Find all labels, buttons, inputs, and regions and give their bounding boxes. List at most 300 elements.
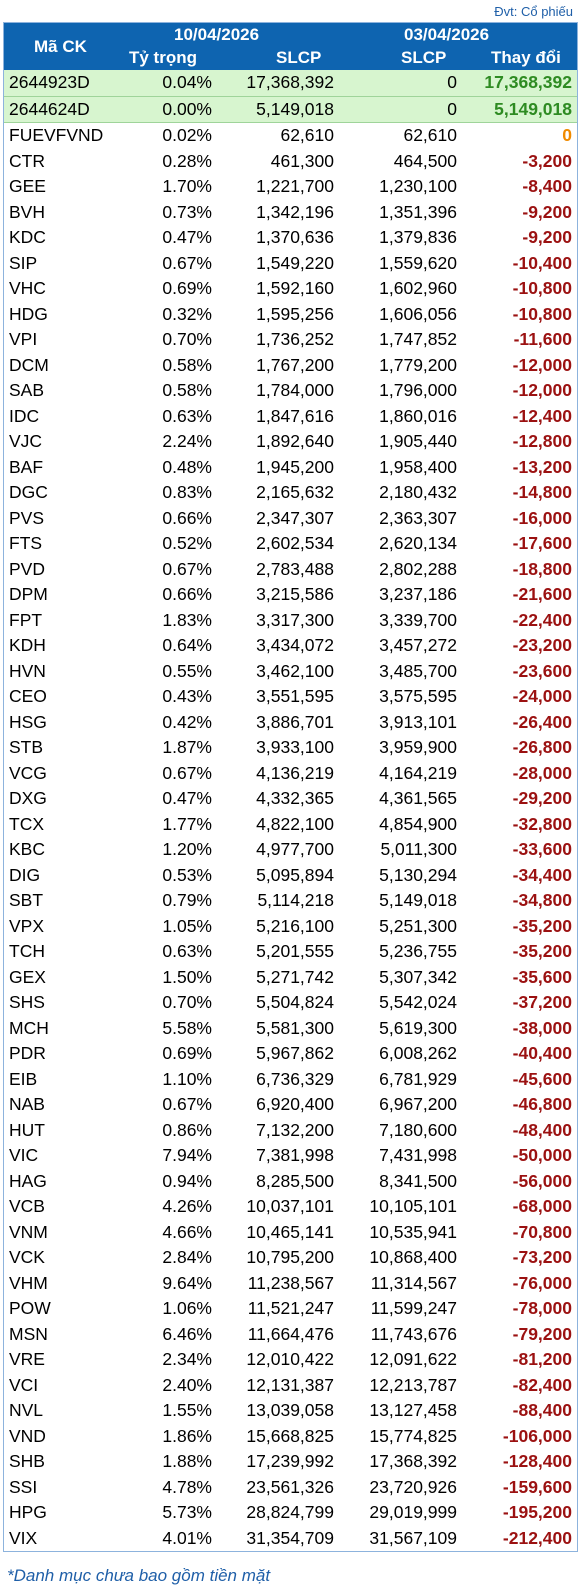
cell-ma-ck: VJC bbox=[9, 431, 43, 452]
table-row bbox=[4, 302, 577, 328]
cell-slcp-current: 10,795,200 bbox=[246, 1247, 334, 1268]
cell-ty-trong: 0.67% bbox=[162, 1094, 212, 1115]
cell-slcp-previous: 11,599,247 bbox=[370, 1298, 457, 1319]
cell-thay-doi: -159,600 bbox=[502, 1476, 572, 1497]
cell-ty-trong: 0.58% bbox=[162, 354, 212, 375]
cell-slcp-current: 5,201,555 bbox=[256, 941, 334, 962]
cell-thay-doi: -12,000 bbox=[512, 354, 572, 375]
cell-ma-ck: VND bbox=[9, 1425, 46, 1446]
cell-slcp-current: 10,465,141 bbox=[246, 1221, 334, 1242]
cell-slcp-current: 15,668,825 bbox=[246, 1425, 334, 1446]
cell-ty-trong: 5.58% bbox=[162, 1017, 212, 1038]
cell-ty-trong: 0.86% bbox=[162, 1119, 212, 1140]
cell-slcp-previous: 3,575,595 bbox=[379, 686, 457, 707]
header-thay-doi: Thay đổi bbox=[491, 48, 561, 67]
cell-ma-ck: HSG bbox=[9, 711, 47, 732]
table-row bbox=[4, 200, 577, 226]
cell-ty-trong: 0.73% bbox=[162, 201, 212, 222]
cell-ma-ck: GEE bbox=[9, 176, 46, 197]
cell-slcp-previous: 5,251,300 bbox=[379, 915, 457, 936]
cell-slcp-previous: 1,379,836 bbox=[379, 227, 457, 248]
cell-ty-trong: 1.05% bbox=[162, 915, 212, 936]
cell-thay-doi: -13,200 bbox=[512, 456, 572, 477]
cell-slcp-current: 28,824,799 bbox=[246, 1502, 334, 1523]
cell-slcp-current: 12,131,387 bbox=[246, 1374, 334, 1395]
cell-ma-ck: KDC bbox=[9, 227, 46, 248]
cell-ty-trong: 0.67% bbox=[162, 558, 212, 579]
cell-thay-doi: -9,200 bbox=[522, 201, 572, 222]
cell-ma-ck: VPI bbox=[9, 329, 38, 350]
cell-ty-trong: 1.06% bbox=[162, 1298, 212, 1319]
cell-ma-ck: IDC bbox=[9, 405, 40, 426]
cell-ty-trong: 0.47% bbox=[162, 227, 212, 248]
cell-ty-trong: 7.94% bbox=[162, 1145, 212, 1166]
cell-thay-doi: -212,400 bbox=[502, 1527, 572, 1548]
table-row bbox=[4, 1271, 577, 1297]
cell-ma-ck: SIP bbox=[9, 252, 38, 273]
table-row bbox=[4, 990, 577, 1016]
cell-thay-doi: -106,000 bbox=[502, 1425, 572, 1446]
table-row bbox=[4, 1118, 577, 1144]
cell-ma-ck: VCI bbox=[9, 1374, 39, 1395]
cell-slcp-previous: 6,781,929 bbox=[379, 1068, 457, 1089]
cell-thay-doi: -10,800 bbox=[512, 303, 572, 324]
table-row bbox=[4, 837, 577, 863]
cell-ma-ck: FPT bbox=[9, 609, 43, 630]
cell-ma-ck: PDR bbox=[9, 1043, 46, 1064]
cell-slcp-current: 7,132,200 bbox=[256, 1119, 334, 1140]
table-row bbox=[4, 863, 577, 889]
cell-ty-trong: 9.64% bbox=[162, 1272, 212, 1293]
cell-slcp-current: 6,736,329 bbox=[256, 1068, 334, 1089]
cell-ma-ck: MCH bbox=[9, 1017, 49, 1038]
header-slcp-current: SLCP bbox=[276, 48, 322, 67]
cell-slcp-previous: 4,854,900 bbox=[379, 813, 457, 834]
table-row bbox=[4, 276, 577, 302]
table-row bbox=[4, 1373, 577, 1399]
cell-slcp-current: 10,037,101 bbox=[246, 1196, 334, 1217]
cell-slcp-previous: 1,230,100 bbox=[379, 176, 457, 197]
cell-ty-trong: 0.70% bbox=[162, 992, 212, 1013]
cell-slcp-current: 5,504,824 bbox=[256, 992, 334, 1013]
cell-ty-trong: 1.10% bbox=[162, 1068, 212, 1089]
cell-thay-doi: -12,000 bbox=[512, 380, 572, 401]
cell-ma-ck: VCG bbox=[9, 762, 47, 783]
cell-slcp-previous: 1,747,852 bbox=[379, 329, 457, 350]
cell-slcp-current: 2,783,488 bbox=[256, 558, 334, 579]
header-ma-ck: Mã CK bbox=[34, 37, 87, 56]
cell-slcp-previous: 11,314,567 bbox=[370, 1272, 457, 1293]
cell-ma-ck: VNM bbox=[9, 1221, 48, 1242]
cell-ma-ck: STB bbox=[9, 737, 44, 758]
cell-ty-trong: 0.32% bbox=[162, 303, 212, 324]
table-row bbox=[4, 608, 577, 634]
cell-ty-trong: 1.50% bbox=[162, 966, 212, 987]
cell-ma-ck: EIB bbox=[9, 1068, 38, 1089]
cell-ty-trong: 2.34% bbox=[162, 1349, 212, 1370]
table-row bbox=[4, 1398, 577, 1424]
table-row bbox=[4, 684, 577, 710]
table-row bbox=[4, 735, 577, 761]
cell-thay-doi: -35,200 bbox=[512, 941, 572, 962]
cell-ma-ck: TCH bbox=[9, 941, 45, 962]
table-row bbox=[4, 1245, 577, 1271]
cell-slcp-current: 5,149,018 bbox=[256, 98, 334, 119]
cell-ma-ck: PVS bbox=[9, 507, 45, 528]
table-row bbox=[4, 1194, 577, 1220]
cell-ma-ck: HPG bbox=[9, 1502, 47, 1523]
cell-slcp-previous: 3,959,900 bbox=[379, 737, 457, 758]
cell-slcp-previous: 11,743,676 bbox=[370, 1323, 457, 1344]
cell-thay-doi: -10,800 bbox=[512, 278, 572, 299]
table-row bbox=[4, 97, 577, 124]
cell-slcp-previous: 1,796,000 bbox=[379, 380, 457, 401]
cell-slcp-previous: 13,127,458 bbox=[369, 1400, 457, 1421]
cell-thay-doi: -82,400 bbox=[512, 1374, 572, 1395]
cell-ma-ck: TCX bbox=[9, 813, 44, 834]
cell-slcp-current: 4,977,700 bbox=[256, 839, 334, 860]
cell-slcp-current: 1,892,640 bbox=[256, 431, 334, 452]
table-row bbox=[4, 633, 577, 659]
cell-ty-trong: 0.04% bbox=[162, 72, 212, 93]
cell-thay-doi: -26,400 bbox=[512, 711, 572, 732]
cell-ma-ck: SBT bbox=[9, 890, 44, 911]
table-row bbox=[4, 761, 577, 787]
table-row bbox=[4, 1449, 577, 1475]
cell-slcp-previous: 7,431,998 bbox=[379, 1145, 457, 1166]
cell-slcp-current: 62,610 bbox=[280, 125, 334, 146]
table-row bbox=[4, 429, 577, 455]
cell-thay-doi: -22,400 bbox=[512, 609, 572, 630]
cell-ty-trong: 1.87% bbox=[162, 737, 212, 758]
cell-slcp-current: 11,521,247 bbox=[247, 1298, 334, 1319]
cell-slcp-previous: 5,307,342 bbox=[379, 966, 457, 987]
cell-thay-doi: -195,200 bbox=[502, 1502, 572, 1523]
cell-slcp-previous: 6,967,200 bbox=[379, 1094, 457, 1115]
cell-ma-ck: NAB bbox=[9, 1094, 45, 1115]
table-row bbox=[4, 1092, 577, 1118]
unit-label: Đvt: Cổ phiếu bbox=[494, 4, 573, 19]
cell-ty-trong: 0.66% bbox=[162, 507, 212, 528]
cell-slcp-current: 5,271,742 bbox=[256, 966, 334, 987]
cell-slcp-current: 5,114,218 bbox=[257, 890, 334, 911]
table-row bbox=[4, 659, 577, 685]
header-date-previous: 03/04/2026 bbox=[404, 25, 490, 44]
cell-slcp-current: 1,370,636 bbox=[256, 227, 334, 248]
table-row bbox=[4, 1220, 577, 1246]
table-row bbox=[4, 914, 577, 940]
cell-ma-ck: VIX bbox=[9, 1527, 38, 1548]
cell-ma-ck: KBC bbox=[9, 839, 45, 860]
cell-slcp-previous: 1,905,440 bbox=[379, 431, 457, 452]
cell-ty-trong: 0.00% bbox=[162, 98, 212, 119]
cell-ty-trong: 0.43% bbox=[162, 686, 212, 707]
table-row bbox=[4, 1500, 577, 1526]
cell-slcp-previous: 3,913,101 bbox=[379, 711, 457, 732]
cell-slcp-current: 1,736,252 bbox=[256, 329, 334, 350]
table-row bbox=[4, 557, 577, 583]
cell-ty-trong: 4.01% bbox=[162, 1527, 212, 1548]
cell-ty-trong: 1.70% bbox=[162, 176, 212, 197]
cell-ty-trong: 2.24% bbox=[162, 431, 212, 452]
table-row bbox=[4, 251, 577, 277]
table-row bbox=[4, 1526, 577, 1552]
cell-thay-doi: -79,200 bbox=[512, 1323, 572, 1344]
cell-thay-doi: -70,800 bbox=[512, 1221, 572, 1242]
table-row bbox=[4, 1475, 577, 1501]
cell-ma-ck: DXG bbox=[9, 788, 47, 809]
cell-ma-ck: DPM bbox=[9, 584, 48, 605]
cell-ma-ck: DGC bbox=[9, 482, 48, 503]
cell-ma-ck: VHM bbox=[9, 1272, 48, 1293]
cell-thay-doi: -40,400 bbox=[512, 1043, 572, 1064]
cell-thay-doi: -128,400 bbox=[502, 1451, 572, 1472]
cell-slcp-previous: 3,237,186 bbox=[379, 584, 457, 605]
cell-slcp-previous: 2,180,432 bbox=[379, 482, 457, 503]
cell-ma-ck: 2644923D bbox=[9, 72, 90, 93]
cell-ma-ck: PVD bbox=[9, 558, 45, 579]
cell-thay-doi: -14,800 bbox=[512, 482, 572, 503]
cell-slcp-previous: 8,341,500 bbox=[379, 1170, 457, 1191]
cell-ty-trong: 0.48% bbox=[162, 456, 212, 477]
cell-thay-doi: -46,800 bbox=[512, 1094, 572, 1115]
table-row bbox=[4, 939, 577, 965]
cell-ty-trong: 6.46% bbox=[162, 1323, 212, 1344]
cell-slcp-current: 12,010,422 bbox=[246, 1349, 334, 1370]
table-row bbox=[4, 378, 577, 404]
cell-slcp-current: 2,347,307 bbox=[256, 507, 334, 528]
cell-ty-trong: 2.84% bbox=[162, 1247, 212, 1268]
cell-slcp-current: 13,039,058 bbox=[246, 1400, 334, 1421]
cell-ty-trong: 0.94% bbox=[162, 1170, 212, 1191]
cell-slcp-current: 3,886,701 bbox=[256, 711, 334, 732]
cell-slcp-current: 461,300 bbox=[270, 150, 334, 171]
cell-ty-trong: 1.83% bbox=[162, 609, 212, 630]
cell-slcp-current: 4,136,219 bbox=[256, 762, 334, 783]
cell-slcp-current: 3,462,100 bbox=[256, 660, 334, 681]
header-ty-trong: Tỷ trọng bbox=[129, 48, 197, 67]
cell-thay-doi: -35,600 bbox=[512, 966, 572, 987]
cell-ty-trong: 4.26% bbox=[162, 1196, 212, 1217]
cell-ty-trong: 0.58% bbox=[162, 380, 212, 401]
cell-ma-ck: POW bbox=[9, 1298, 51, 1319]
cell-ty-trong: 4.66% bbox=[162, 1221, 212, 1242]
cell-ma-ck: VCB bbox=[9, 1196, 45, 1217]
cell-ty-trong: 0.66% bbox=[162, 584, 212, 605]
cell-slcp-previous: 4,164,219 bbox=[379, 762, 457, 783]
cell-slcp-previous: 5,149,018 bbox=[379, 890, 457, 911]
cell-slcp-current: 1,945,200 bbox=[256, 456, 334, 477]
table-row bbox=[4, 1016, 577, 1042]
cell-thay-doi: -3,200 bbox=[522, 150, 572, 171]
cell-ma-ck: NVL bbox=[9, 1400, 44, 1421]
table-row bbox=[4, 965, 577, 991]
cell-slcp-previous: 5,542,024 bbox=[379, 992, 457, 1013]
cell-ty-trong: 0.83% bbox=[162, 482, 212, 503]
table-row bbox=[4, 225, 577, 251]
cell-slcp-previous: 7,180,600 bbox=[379, 1119, 457, 1140]
cell-slcp-current: 17,368,392 bbox=[246, 72, 334, 93]
cell-slcp-current: 11,238,567 bbox=[247, 1272, 334, 1293]
cell-thay-doi: -56,000 bbox=[512, 1170, 572, 1191]
cell-slcp-current: 3,933,100 bbox=[256, 737, 334, 758]
cell-slcp-previous: 6,008,262 bbox=[379, 1043, 457, 1064]
table-row bbox=[4, 353, 577, 379]
cell-slcp-current: 1,221,700 bbox=[256, 176, 334, 197]
cell-slcp-previous: 31,567,109 bbox=[369, 1527, 457, 1548]
cell-slcp-previous: 2,802,288 bbox=[379, 558, 457, 579]
cell-slcp-current: 3,551,595 bbox=[256, 686, 334, 707]
cell-slcp-previous: 23,720,926 bbox=[369, 1476, 457, 1497]
table-row bbox=[4, 123, 577, 149]
cell-thay-doi: -29,200 bbox=[512, 788, 572, 809]
cell-thay-doi: -34,800 bbox=[512, 890, 572, 911]
cell-slcp-previous: 464,500 bbox=[393, 150, 457, 171]
cell-slcp-previous: 3,485,700 bbox=[379, 660, 457, 681]
cell-ma-ck: DCM bbox=[9, 354, 49, 375]
cell-thay-doi: -24,000 bbox=[512, 686, 572, 707]
cell-slcp-previous: 12,213,787 bbox=[369, 1374, 457, 1395]
table-row bbox=[4, 1347, 577, 1373]
cell-slcp-current: 4,822,100 bbox=[256, 813, 334, 834]
cell-ty-trong: 0.02% bbox=[162, 125, 212, 146]
cell-thay-doi: -16,000 bbox=[512, 507, 572, 528]
cell-thay-doi: -76,000 bbox=[512, 1272, 572, 1293]
cell-ma-ck: FUEVFVND bbox=[9, 125, 104, 146]
cell-ma-ck: SSI bbox=[9, 1476, 38, 1497]
cell-thay-doi: -32,800 bbox=[512, 813, 572, 834]
table-body bbox=[4, 70, 577, 1551]
cell-thay-doi: -50,000 bbox=[512, 1145, 572, 1166]
cell-slcp-previous: 5,011,300 bbox=[380, 839, 457, 860]
cell-ma-ck: MSN bbox=[9, 1323, 48, 1344]
cell-slcp-previous: 1,958,400 bbox=[379, 456, 457, 477]
table-row bbox=[4, 1067, 577, 1093]
cell-slcp-current: 7,381,998 bbox=[256, 1145, 334, 1166]
table-row bbox=[4, 531, 577, 557]
cell-thay-doi: -78,000 bbox=[512, 1298, 572, 1319]
cell-ma-ck: HVN bbox=[9, 660, 46, 681]
cell-ma-ck: VRE bbox=[9, 1349, 45, 1370]
cell-ty-trong: 0.53% bbox=[162, 864, 212, 885]
cell-slcp-previous: 62,610 bbox=[403, 125, 457, 146]
cell-slcp-current: 5,095,894 bbox=[256, 864, 334, 885]
cell-ma-ck: VIC bbox=[9, 1145, 39, 1166]
cell-ty-trong: 4.78% bbox=[162, 1476, 212, 1497]
cell-slcp-previous: 12,091,622 bbox=[369, 1349, 457, 1370]
cell-slcp-current: 1,595,256 bbox=[256, 303, 334, 324]
cell-thay-doi: -73,200 bbox=[512, 1247, 572, 1268]
cell-slcp-current: 1,342,196 bbox=[256, 201, 334, 222]
table-row bbox=[4, 149, 577, 175]
table-row bbox=[4, 174, 577, 200]
cell-ty-trong: 0.69% bbox=[162, 1043, 212, 1064]
cell-ma-ck: VPX bbox=[9, 915, 45, 936]
cell-thay-doi: -12,800 bbox=[512, 431, 572, 452]
cell-slcp-current: 1,549,220 bbox=[256, 252, 334, 273]
cell-slcp-current: 1,767,200 bbox=[256, 354, 334, 375]
cell-thay-doi: -34,400 bbox=[512, 864, 572, 885]
cell-ty-trong: 1.77% bbox=[162, 813, 212, 834]
cell-ty-trong: 0.70% bbox=[162, 329, 212, 350]
cell-ty-trong: 0.28% bbox=[162, 150, 212, 171]
cell-ty-trong: 1.88% bbox=[162, 1451, 212, 1472]
table-row bbox=[4, 812, 577, 838]
cell-slcp-current: 1,592,160 bbox=[256, 278, 334, 299]
cell-slcp-current: 6,920,400 bbox=[256, 1094, 334, 1115]
cell-slcp-current: 11,664,476 bbox=[247, 1323, 334, 1344]
cell-thay-doi: 5,149,018 bbox=[494, 98, 572, 119]
cell-ma-ck: HDG bbox=[9, 303, 48, 324]
cell-slcp-previous: 10,105,101 bbox=[369, 1196, 457, 1217]
cell-ma-ck: KDH bbox=[9, 635, 46, 656]
holdings-table bbox=[3, 22, 578, 1552]
cell-slcp-previous: 10,868,400 bbox=[369, 1247, 457, 1268]
table-row bbox=[4, 1424, 577, 1450]
cell-slcp-previous: 15,774,825 bbox=[369, 1425, 457, 1446]
cell-slcp-previous: 5,130,294 bbox=[379, 864, 457, 885]
cell-slcp-current: 17,239,992 bbox=[246, 1451, 334, 1472]
table-row bbox=[4, 1041, 577, 1067]
cell-thay-doi: -88,400 bbox=[512, 1400, 572, 1421]
cell-ma-ck: CTR bbox=[9, 150, 45, 171]
cell-thay-doi: -37,200 bbox=[512, 992, 572, 1013]
cell-thay-doi: -26,800 bbox=[512, 737, 572, 758]
cell-slcp-previous: 10,535,941 bbox=[369, 1221, 457, 1242]
cell-ma-ck: DIG bbox=[9, 864, 41, 885]
cell-slcp-current: 2,165,632 bbox=[256, 482, 334, 503]
cell-slcp-current: 3,317,300 bbox=[256, 609, 334, 630]
cell-thay-doi: -68,000 bbox=[512, 1196, 572, 1217]
header-slcp-previous: SLCP bbox=[401, 48, 447, 67]
table-row bbox=[4, 582, 577, 608]
cell-ma-ck: GEX bbox=[9, 966, 46, 987]
cell-thay-doi: 17,368,392 bbox=[484, 72, 572, 93]
cell-ty-trong: 1.86% bbox=[162, 1425, 212, 1446]
cell-ty-trong: 0.63% bbox=[162, 941, 212, 962]
cell-slcp-previous: 1,351,396 bbox=[379, 201, 457, 222]
cell-ma-ck: HAG bbox=[9, 1170, 47, 1191]
table-row bbox=[4, 70, 577, 97]
table-row bbox=[4, 404, 577, 430]
table-row bbox=[4, 1169, 577, 1195]
cell-ty-trong: 0.55% bbox=[162, 660, 212, 681]
cell-thay-doi: -9,200 bbox=[522, 227, 572, 248]
table-row bbox=[4, 888, 577, 914]
table-row bbox=[4, 455, 577, 481]
cell-slcp-current: 5,581,300 bbox=[256, 1017, 334, 1038]
cell-ma-ck: FTS bbox=[9, 533, 43, 554]
cell-ty-trong: 0.42% bbox=[162, 711, 212, 732]
cell-ty-trong: 0.67% bbox=[162, 762, 212, 783]
cell-thay-doi: -21,600 bbox=[512, 584, 572, 605]
table-row bbox=[4, 1322, 577, 1348]
cell-ma-ck: SHS bbox=[9, 992, 45, 1013]
footnote: *Danh mục chưa bao gồm tiền mặt bbox=[7, 1566, 271, 1585]
table-row bbox=[4, 506, 577, 532]
cell-thay-doi: -45,600 bbox=[512, 1068, 572, 1089]
cell-slcp-current: 3,434,072 bbox=[256, 635, 334, 656]
cell-thay-doi: -23,200 bbox=[512, 635, 572, 656]
cell-slcp-previous: 5,619,300 bbox=[379, 1017, 457, 1038]
cell-thay-doi: -35,200 bbox=[512, 915, 572, 936]
cell-thay-doi: -81,200 bbox=[512, 1349, 572, 1370]
table-header bbox=[4, 23, 577, 70]
header-date-current: 10/04/2026 bbox=[174, 25, 260, 44]
cell-slcp-previous: 1,559,620 bbox=[379, 252, 457, 273]
cell-slcp-previous: 1,860,016 bbox=[379, 405, 457, 426]
cell-thay-doi: -28,000 bbox=[512, 762, 572, 783]
